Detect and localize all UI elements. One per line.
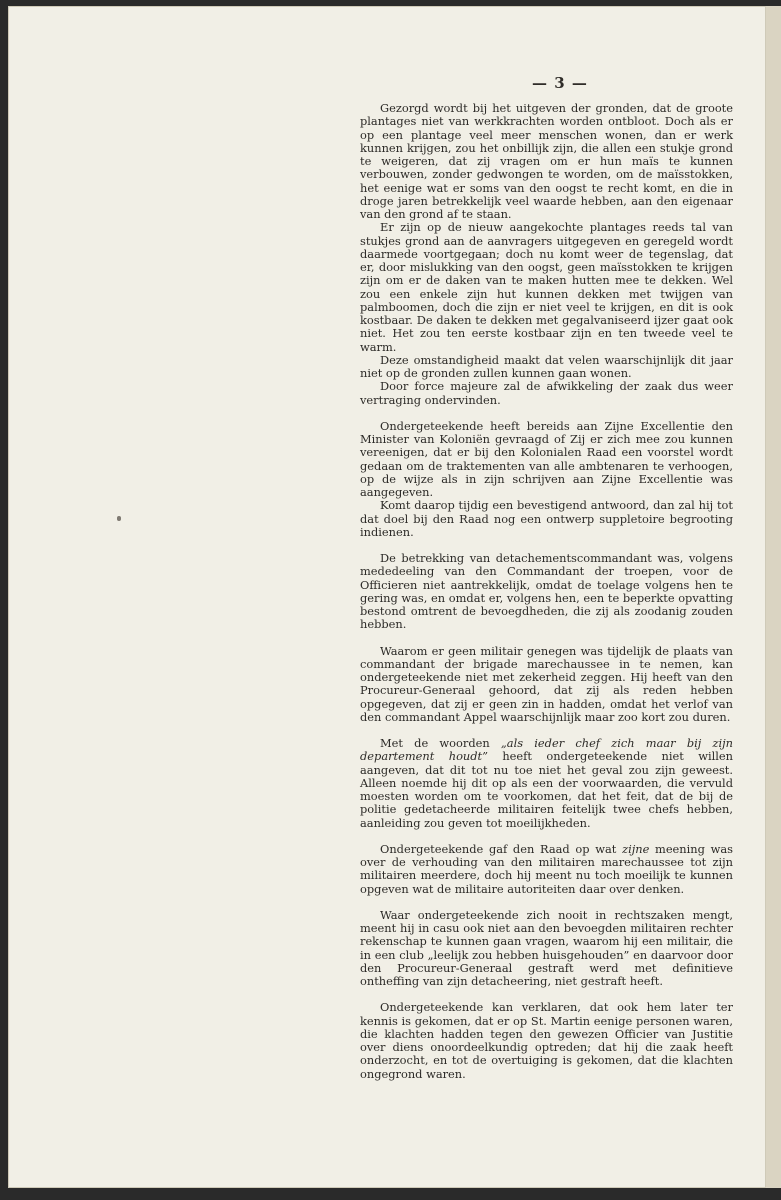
paragraph-5: Ondergeteekende heeft bereids aan Zijne Excellentie den Minister van Koloniën gevraagd of Zij er zich mee zou kunnen vereenigen, dat er bij den Kolonialen Raad een voorstel wordt gedaan om de traktementen van alle ambtenaren te verhoogen, op de wijze als in zijn schrijven aan Zijne Excellentie was aangegeven. <box>360 418 733 499</box>
paragraph-10-after: meening was over de verhouding van den militairen marechaussee tot zijn militairen meerdere, doch hij meent nu toch moeilijk te kunnen opgeven wat de militaire autoriteiten daar over denken. <box>360 841 733 896</box>
scan-border-bottom <box>0 1188 781 1200</box>
paragraph-4: Door force majeure zal de afwikkeling der zaak dus weer vertraging ondervinden. <box>360 379 733 407</box>
paragraph-10-before: Ondergeteekende gaf den Raad op wat <box>380 841 623 856</box>
paragraph-10-emphasis: zijne <box>622 841 650 856</box>
page-number: — 3 — <box>532 74 588 92</box>
paragraph-7: De betrekking van detachementscommandant was, volgens mededeeling van den Commandant der troepen, voor de Officieren niet aantrekkelijk, omdat de toelage volgens hen te gering was, en omdat er, volgens hen, een te beperkte opvatting bestond omtrent de bevoegdheden, die zij als zoodanig zouden hebben. <box>360 551 733 632</box>
paragraph-12: Ondergeteekende kan verklaren, dat ook hem later ter kennis is gekomen, dat er op St. Martin eenige personen waren, die klachten hadden tegen den gewezen Officier van Justitie over diens onoordeelkundig optreden; dat hij die zaak heeft onderzocht, en tot de overtuiging is gekomen, dat die klachten ongegrond waren. <box>360 1000 733 1081</box>
paragraph-6: Komt daarop tijdig een bevestigend antwoord, dan zal hij tot dat doel bij den Raad nog een ontwerp suppletoire begrooting indienen. <box>360 498 733 539</box>
paragraph-10 <box>360 843 733 896</box>
page-edge-right <box>766 6 781 1200</box>
paragraph-9-after: heeft ondergeteekende niet willen aangeven, dat dit tot nu toe niet het geval zou zijn geweest. Alleen noemde hij dit op als een der voorwaarden, die vervuld moesten worden om te voorkomen, dat het feit, dat de bij de politie gedetacheerde militairen feitelijk twee chefs hebben, aanleiding zou geven tot moeilijkheden. <box>360 749 733 830</box>
paragraph-11: Waar ondergeteekende zich nooit in rechtszaken mengt, meent hij in casu ook niet aan den bevoegden militairen rechter rekenschap te kunnen gaan vragen, waarom hij een militair, die in een club „leelijk zou hebben huisgehouden” en daarvoor door den Procureur-Generaal gestraft werd met definitieve ontheffing van zijn detacheering, niet gestraft heeft. <box>360 907 733 988</box>
paper-speck <box>117 516 121 521</box>
paragraph-8: Waarom er geen militair genegen was tijdelijk de plaats van commandant der brigade marechaussee in te nemen, kan ondergeteekende niet met zekerheid zeggen. Hij heeft van den Procureur-Generaal gehoord, dat zij als reden hebben opgegeven, dat zij er geen zin in hadden, omdat het verlof van den commandant Appel waarschijnlijk maar zoo kort zou duren. <box>360 643 733 724</box>
paragraph-3: Deze omstandigheid maakt dat velen waarschijnlijk dit jaar niet op de gronden zullen kunnen gaan wonen. <box>360 352 733 380</box>
paragraph-2: Er zijn op de nieuw aangekochte plantages reeds tal van stukjes grond aan de aanvragers uitgegeven en geregeld wordt daarmede voortgegaan; doch nu komt weer de tegenslag, dat er, door mislukking van den oogst, geen maïsstokken te krijgen zijn om er de daken van te maken hutten mee te dekken. Wel zou een enkele zijn hut kunnen dekken met twijgen van palmboomen, doch die zijn er niet veel te krijgen, en dit is ook kostbaar. De daken te dekken met gegalvaniseerd ijzer gaat ook niet. Het zou ten eerste kostbaar zijn en ten tweede veel te warm. <box>360 220 733 354</box>
paragraph-9-emphasis: „als ieder chef zich maar bij zijn departement houdt” <box>360 736 734 764</box>
paragraph-1: Gezorgd wordt bij het uitgeven der gronden, dat de groote plantages niet van werkkrachten worden ontbloot. Doch als er op een plantage veel meer menschen wonen, dan er werk kunnen krijgen, zou het onbillijk zijn, die allen een stukje grond te weigeren, dat zij vragen om er hun maïs te kunnen verbouwen, zonder gedwongen te worden, om de maïsstokken, het eenige wat er soms van den oogst te recht komt, en die in droge jaren betrekkelijk veel waarde hebben, aan den eigenaar van den grond af te staan. <box>360 101 733 221</box>
text-column <box>360 102 733 1081</box>
paragraph-9 <box>360 737 733 830</box>
paragraph-9-before: Met de woorden <box>380 736 501 750</box>
